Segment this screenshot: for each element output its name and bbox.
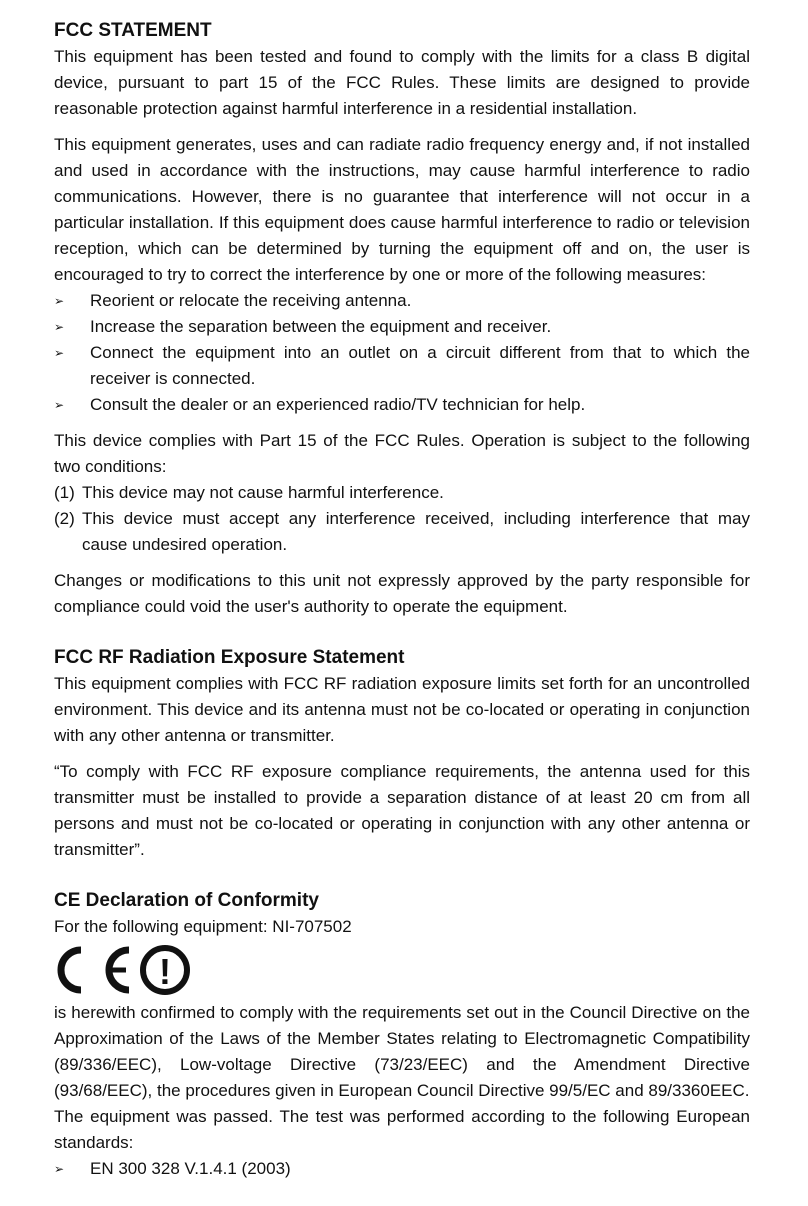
list-item <box>54 340 750 392</box>
fcc-paragraph-1: This equipment has been tested and found to comply with the limits for a class B digital device, pursuant to part 15 of the FCC Rules. These limits are designed to provide reasonable protection against harmful interference in a residential installation. <box>54 47 750 118</box>
rf-paragraph-1: This equipment complies with FCC RF radiation exposure limits set forth for an uncontrolled environment. This device and its antenna must not be co-located or operating in conjunction with any other antenna or transmitter. <box>54 674 750 745</box>
condition-text: This device must accept any interference received, including interference that may cause undesired operation. <box>82 509 750 554</box>
arrow-bullet-icon: ➢ <box>54 320 65 334</box>
measure-text: Connect the equipment into an outlet on a circuit different from that to which the receiver is connected. <box>90 343 750 388</box>
ce-paragraph-1: is herewith confirmed to comply with the requirements set out in the Council Directive on the Approximation of the Laws of the Member States relating to Electromagnetic Compatibility (89/336/EEC), Low-voltage Directive (73/23/EEC) and the Amendment Directive (93/68/EEC), the procedures given in European Council Directive 99/5/EC and 89/3360EEC. <box>54 1003 750 1100</box>
ce-marking <box>54 944 750 996</box>
rf-exposure-heading: FCC RF Radiation Exposure Statement <box>54 647 405 668</box>
fcc-paragraph-3: This device complies with Part 15 of the FCC Rules. Operation is subject to the following two conditions: <box>54 431 750 476</box>
fcc-paragraph-4: Changes or modifications to this unit not expressly approved by the party responsible for compliance could void the user's authority to operate the equipment. <box>54 571 750 616</box>
list-item <box>54 288 750 314</box>
document-page <box>54 18 750 1182</box>
alert-symbol-icon <box>143 948 187 992</box>
ce-declaration-heading: CE Declaration of Conformity <box>54 890 319 911</box>
ce-paragraph-2: The equipment was passed. The test was performed according to the following European standards: <box>54 1107 750 1152</box>
svg-text:!: ! <box>159 951 171 992</box>
list-item <box>54 1156 750 1182</box>
condition-number: (1) <box>54 483 75 502</box>
ce-mark-logo-icon <box>54 944 194 996</box>
fcc-statement-heading: FCC STATEMENT <box>54 20 212 41</box>
rf-paragraph-2: “To comply with FCC RF exposure compliance requirements, the antenna used for this transmitter must be installed to provide a separation distance of at least 20 cm from all persons and must not be co-located or operating in conjunction with any other antenna or transmitter”. <box>54 762 750 859</box>
list-item <box>54 506 750 558</box>
standard-text: EN 300 328 V.1.4.1 (2003) <box>90 1159 291 1178</box>
ce-standards-list <box>54 1156 750 1182</box>
condition-number: (2) <box>54 509 75 528</box>
condition-text: This device may not cause harmful interference. <box>82 483 444 502</box>
fcc-measures-list <box>54 288 750 418</box>
measure-text: Consult the dealer or an experienced radio/TV technician for help. <box>90 395 586 414</box>
list-item <box>54 480 750 506</box>
ce-equipment-line: For the following equipment: NI-707502 <box>54 917 352 936</box>
arrow-bullet-icon: ➢ <box>54 294 65 308</box>
arrow-bullet-icon: ➢ <box>54 1162 65 1176</box>
list-item <box>54 392 750 418</box>
arrow-bullet-icon: ➢ <box>54 346 65 360</box>
fcc-paragraph-2: This equipment generates, uses and can radiate radio frequency energy and, if not installed and used in accordance with the instructions, may cause harmful interference to radio communications. However, there is no guarantee that interference will not occur in a particular installation. If this equipment does cause harmful interference to radio or television reception, which can be determined by turning the equipment off and on, the user is encouraged to try to correct the interference by one or more of the following measures: <box>54 135 750 284</box>
arrow-bullet-icon: ➢ <box>54 398 65 412</box>
measure-text: Reorient or relocate the receiving antenna. <box>90 291 412 310</box>
measure-text: Increase the separation between the equipment and receiver. <box>90 317 552 336</box>
fcc-conditions-list <box>54 480 750 558</box>
list-item <box>54 314 750 340</box>
